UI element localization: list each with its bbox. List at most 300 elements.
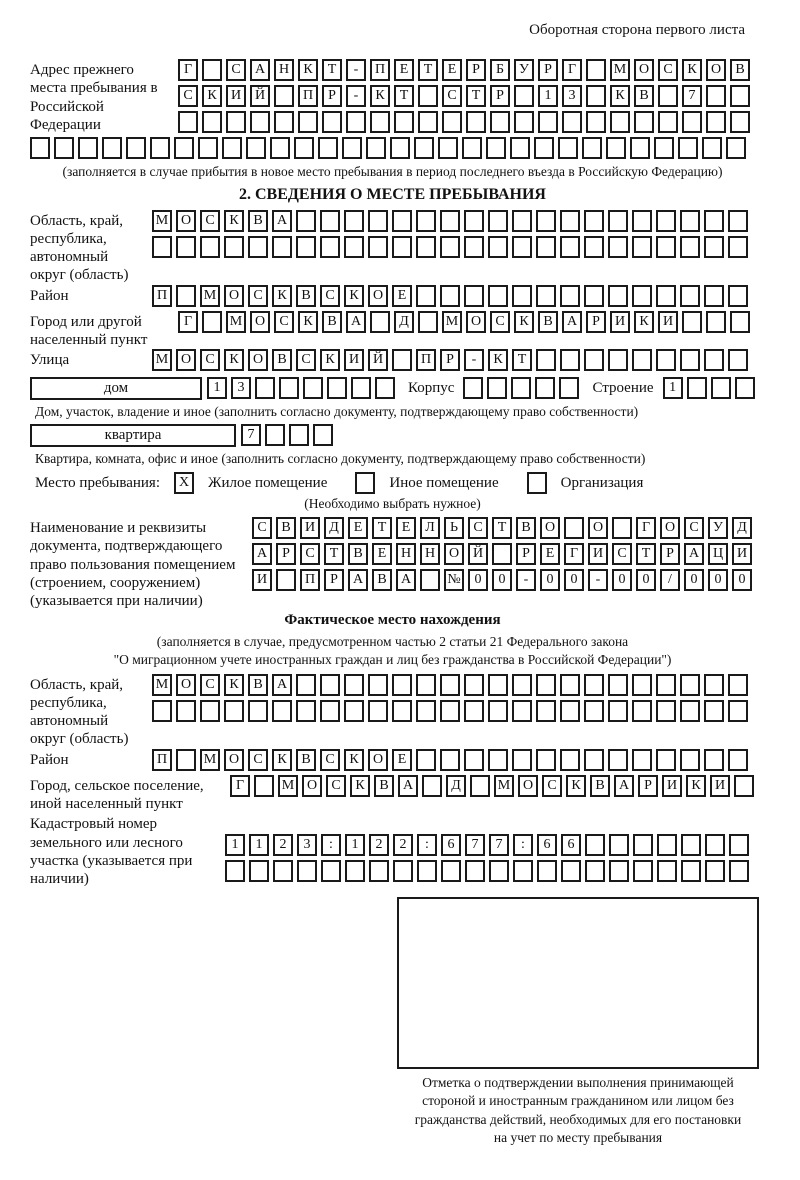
char-box[interactable] <box>198 137 218 159</box>
char-box[interactable]: С <box>684 517 704 539</box>
char-box[interactable]: И <box>710 775 730 797</box>
char-box[interactable] <box>728 700 748 722</box>
char-box[interactable] <box>585 860 605 882</box>
char-box[interactable]: С <box>248 285 268 307</box>
char-box[interactable] <box>265 424 285 446</box>
char-box[interactable] <box>632 700 652 722</box>
char-box[interactable] <box>728 210 748 232</box>
char-box[interactable]: С <box>468 517 488 539</box>
char-box[interactable] <box>514 111 534 133</box>
char-box[interactable]: Т <box>372 517 392 539</box>
char-box[interactable]: : <box>513 834 533 856</box>
char-box[interactable] <box>608 236 628 258</box>
char-box[interactable]: Г <box>562 59 582 81</box>
char-box[interactable]: Н <box>274 59 294 81</box>
char-box[interactable] <box>656 210 676 232</box>
char-box[interactable] <box>704 674 724 696</box>
char-box[interactable] <box>728 285 748 307</box>
char-box[interactable] <box>202 311 222 333</box>
char-box[interactable] <box>728 674 748 696</box>
char-box[interactable] <box>442 111 462 133</box>
char-box[interactable]: Ц <box>708 543 728 565</box>
char-box[interactable]: Р <box>638 775 658 797</box>
char-box[interactable]: К <box>224 674 244 696</box>
char-box[interactable] <box>255 377 275 399</box>
char-box[interactable] <box>608 749 628 771</box>
char-box[interactable] <box>351 377 371 399</box>
char-box[interactable] <box>687 377 707 399</box>
char-box[interactable] <box>511 377 531 399</box>
char-box[interactable] <box>564 517 584 539</box>
char-box[interactable]: Р <box>276 543 296 565</box>
char-box[interactable] <box>346 111 366 133</box>
char-box[interactable] <box>512 749 532 771</box>
char-box[interactable] <box>370 111 390 133</box>
char-box[interactable]: А <box>250 59 270 81</box>
char-box[interactable] <box>734 775 754 797</box>
char-box[interactable] <box>250 111 270 133</box>
char-box[interactable]: О <box>466 311 486 333</box>
char-box[interactable] <box>176 749 196 771</box>
char-box[interactable] <box>584 210 604 232</box>
char-box[interactable] <box>355 472 375 494</box>
char-box[interactable]: А <box>272 210 292 232</box>
char-box[interactable] <box>30 137 50 159</box>
char-box[interactable]: В <box>372 569 392 591</box>
char-box[interactable] <box>489 860 509 882</box>
char-box[interactable] <box>303 377 323 399</box>
char-box[interactable] <box>705 834 725 856</box>
char-box[interactable] <box>224 236 244 258</box>
char-box[interactable] <box>322 111 342 133</box>
char-box[interactable] <box>681 834 701 856</box>
char-box[interactable] <box>320 236 340 258</box>
char-box[interactable]: К <box>634 311 654 333</box>
char-box[interactable] <box>152 700 172 722</box>
char-box[interactable] <box>678 137 698 159</box>
char-box[interactable]: 2 <box>369 834 389 856</box>
char-box[interactable]: К <box>682 59 702 81</box>
char-box[interactable] <box>392 700 412 722</box>
char-box[interactable] <box>680 700 700 722</box>
char-box[interactable] <box>536 285 556 307</box>
char-box[interactable] <box>440 236 460 258</box>
char-box[interactable] <box>320 210 340 232</box>
char-box[interactable] <box>370 311 390 333</box>
char-box[interactable] <box>488 285 508 307</box>
char-box[interactable]: К <box>272 285 292 307</box>
char-box[interactable]: С <box>320 749 340 771</box>
char-box[interactable]: К <box>224 349 244 371</box>
char-box[interactable] <box>152 236 172 258</box>
char-box[interactable] <box>420 569 440 591</box>
char-box[interactable] <box>200 236 220 258</box>
char-box[interactable] <box>728 236 748 258</box>
char-box[interactable]: О <box>176 349 196 371</box>
char-box[interactable] <box>735 377 755 399</box>
char-box[interactable]: 7 <box>489 834 509 856</box>
char-box[interactable]: С <box>248 749 268 771</box>
char-box[interactable]: 1 <box>249 834 269 856</box>
char-box[interactable] <box>392 674 412 696</box>
char-box[interactable]: В <box>322 311 342 333</box>
char-box[interactable] <box>654 137 674 159</box>
char-box[interactable] <box>514 85 534 107</box>
char-box[interactable] <box>510 137 530 159</box>
char-box[interactable] <box>462 137 482 159</box>
char-box[interactable]: А <box>346 311 366 333</box>
char-box[interactable]: К <box>344 749 364 771</box>
char-box[interactable] <box>536 349 556 371</box>
char-box[interactable]: О <box>588 517 608 539</box>
char-box[interactable] <box>534 137 554 159</box>
char-box[interactable] <box>279 377 299 399</box>
char-box[interactable] <box>368 674 388 696</box>
char-box[interactable] <box>584 285 604 307</box>
char-box[interactable]: А <box>562 311 582 333</box>
char-box[interactable] <box>418 111 438 133</box>
char-box[interactable]: С <box>658 59 678 81</box>
char-box[interactable]: Д <box>394 311 414 333</box>
char-box[interactable]: - <box>588 569 608 591</box>
char-box[interactable]: В <box>248 210 268 232</box>
char-box[interactable]: 7 <box>465 834 485 856</box>
char-box[interactable]: О <box>634 59 654 81</box>
char-box[interactable]: К <box>320 349 340 371</box>
char-box[interactable] <box>320 700 340 722</box>
char-box[interactable]: Е <box>348 517 368 539</box>
char-box[interactable]: 0 <box>732 569 752 591</box>
char-box[interactable]: В <box>634 85 654 107</box>
char-box[interactable]: Т <box>636 543 656 565</box>
char-box[interactable] <box>222 137 242 159</box>
char-box[interactable]: И <box>300 517 320 539</box>
char-box[interactable]: М <box>152 674 172 696</box>
char-box[interactable] <box>632 674 652 696</box>
char-box[interactable]: Р <box>490 85 510 107</box>
char-box[interactable] <box>584 674 604 696</box>
char-box[interactable] <box>416 210 436 232</box>
char-box[interactable] <box>368 236 388 258</box>
char-box[interactable]: М <box>226 311 246 333</box>
char-box[interactable]: Т <box>322 59 342 81</box>
char-box[interactable] <box>560 349 580 371</box>
char-box[interactable] <box>470 775 490 797</box>
char-box[interactable]: 1 <box>663 377 683 399</box>
char-box[interactable] <box>368 210 388 232</box>
char-box[interactable]: Д <box>732 517 752 539</box>
char-box[interactable] <box>246 137 266 159</box>
char-box[interactable] <box>440 749 460 771</box>
char-box[interactable] <box>632 210 652 232</box>
char-box[interactable]: : <box>417 834 437 856</box>
char-box[interactable]: И <box>252 569 272 591</box>
char-box[interactable] <box>536 236 556 258</box>
char-box[interactable]: О <box>176 674 196 696</box>
char-box[interactable]: К <box>350 775 370 797</box>
char-box[interactable]: В <box>374 775 394 797</box>
char-box[interactable] <box>538 111 558 133</box>
char-box[interactable] <box>656 749 676 771</box>
char-box[interactable] <box>327 377 347 399</box>
char-box[interactable]: Т <box>394 85 414 107</box>
char-box[interactable] <box>656 285 676 307</box>
char-box[interactable] <box>224 700 244 722</box>
char-box[interactable]: К <box>566 775 586 797</box>
char-box[interactable]: Е <box>372 543 392 565</box>
char-box[interactable]: К <box>610 85 630 107</box>
char-box[interactable] <box>176 700 196 722</box>
char-box[interactable]: Р <box>660 543 680 565</box>
char-box[interactable]: К <box>686 775 706 797</box>
char-box[interactable]: П <box>370 59 390 81</box>
char-box[interactable] <box>464 749 484 771</box>
char-box[interactable] <box>150 137 170 159</box>
char-box[interactable] <box>632 349 652 371</box>
char-box[interactable]: С <box>226 59 246 81</box>
char-box[interactable]: С <box>300 543 320 565</box>
char-box[interactable]: - <box>346 59 366 81</box>
char-box[interactable] <box>394 111 414 133</box>
char-box[interactable] <box>320 674 340 696</box>
char-box[interactable]: Р <box>516 543 536 565</box>
char-box[interactable] <box>369 860 389 882</box>
char-box[interactable] <box>584 236 604 258</box>
char-box[interactable] <box>440 210 460 232</box>
char-box[interactable]: Р <box>324 569 344 591</box>
char-box[interactable] <box>296 700 316 722</box>
char-box[interactable]: У <box>514 59 534 81</box>
char-box[interactable]: И <box>344 349 364 371</box>
char-box[interactable] <box>657 860 677 882</box>
char-box[interactable]: С <box>200 674 220 696</box>
char-box[interactable]: О <box>176 210 196 232</box>
char-box[interactable] <box>702 137 722 159</box>
char-box[interactable] <box>535 377 555 399</box>
char-box[interactable]: Т <box>418 59 438 81</box>
char-box[interactable] <box>730 111 750 133</box>
char-box[interactable] <box>612 517 632 539</box>
char-box[interactable]: В <box>516 517 536 539</box>
char-box[interactable] <box>560 749 580 771</box>
char-box[interactable] <box>392 349 412 371</box>
char-box[interactable] <box>464 674 484 696</box>
char-box[interactable] <box>630 137 650 159</box>
char-box[interactable]: 0 <box>492 569 512 591</box>
char-box[interactable] <box>513 860 533 882</box>
char-box[interactable] <box>682 111 702 133</box>
char-box[interactable] <box>465 860 485 882</box>
char-box[interactable]: С <box>296 349 316 371</box>
char-box[interactable] <box>342 137 362 159</box>
char-box[interactable]: Р <box>322 85 342 107</box>
char-box[interactable]: К <box>344 285 364 307</box>
char-box[interactable]: 1 <box>538 85 558 107</box>
char-box[interactable]: Й <box>468 543 488 565</box>
char-box[interactable] <box>704 285 724 307</box>
char-box[interactable] <box>272 700 292 722</box>
char-box[interactable] <box>706 85 726 107</box>
char-box[interactable] <box>176 236 196 258</box>
char-box[interactable] <box>729 834 749 856</box>
char-box[interactable]: И <box>732 543 752 565</box>
char-box[interactable]: Н <box>420 543 440 565</box>
char-box[interactable] <box>704 236 724 258</box>
char-box[interactable] <box>730 311 750 333</box>
char-box[interactable] <box>298 111 318 133</box>
char-box[interactable] <box>560 236 580 258</box>
char-box[interactable]: 6 <box>537 834 557 856</box>
char-box[interactable] <box>464 700 484 722</box>
char-box[interactable]: М <box>494 775 514 797</box>
char-box[interactable]: Ь <box>444 517 464 539</box>
char-box[interactable]: 2 <box>393 834 413 856</box>
char-box[interactable]: 3 <box>231 377 251 399</box>
char-box[interactable] <box>417 860 437 882</box>
char-box[interactable]: И <box>662 775 682 797</box>
char-box[interactable] <box>254 775 274 797</box>
char-box[interactable]: Р <box>440 349 460 371</box>
char-box[interactable] <box>536 749 556 771</box>
char-box[interactable]: О <box>302 775 322 797</box>
char-box[interactable]: С <box>612 543 632 565</box>
char-box[interactable] <box>344 674 364 696</box>
char-box[interactable] <box>344 210 364 232</box>
char-box[interactable]: В <box>296 285 316 307</box>
char-box[interactable]: Г <box>230 775 250 797</box>
char-box[interactable] <box>393 860 413 882</box>
char-box[interactable] <box>463 377 483 399</box>
char-box[interactable]: Е <box>540 543 560 565</box>
char-box[interactable]: С <box>320 285 340 307</box>
char-box[interactable] <box>558 137 578 159</box>
char-box[interactable] <box>176 285 196 307</box>
char-box[interactable]: Р <box>466 59 486 81</box>
char-box[interactable]: Р <box>538 59 558 81</box>
char-box[interactable]: - <box>346 85 366 107</box>
char-box[interactable]: О <box>368 749 388 771</box>
char-box[interactable] <box>248 236 268 258</box>
char-box[interactable] <box>608 674 628 696</box>
char-box[interactable]: В <box>730 59 750 81</box>
char-box[interactable] <box>586 111 606 133</box>
char-box[interactable]: Г <box>178 59 198 81</box>
char-box[interactable] <box>582 137 602 159</box>
char-box[interactable]: М <box>610 59 630 81</box>
char-box[interactable] <box>318 137 338 159</box>
char-box[interactable] <box>562 111 582 133</box>
char-box[interactable]: В <box>590 775 610 797</box>
char-box[interactable] <box>681 860 701 882</box>
char-box[interactable] <box>584 349 604 371</box>
checkbox-organizatsiya[interactable] <box>527 472 551 494</box>
char-box[interactable]: Е <box>392 285 412 307</box>
char-box[interactable] <box>313 424 333 446</box>
char-box[interactable] <box>274 85 294 107</box>
char-box[interactable] <box>487 377 507 399</box>
char-box[interactable]: К <box>488 349 508 371</box>
char-box[interactable]: С <box>178 85 198 107</box>
char-box[interactable]: М <box>278 775 298 797</box>
char-box[interactable] <box>680 349 700 371</box>
char-box[interactable] <box>585 834 605 856</box>
char-box[interactable]: 0 <box>684 569 704 591</box>
char-box[interactable] <box>225 860 245 882</box>
char-box[interactable] <box>680 236 700 258</box>
char-box[interactable] <box>416 236 436 258</box>
char-box[interactable]: 3 <box>297 834 317 856</box>
char-box[interactable]: Г <box>636 517 656 539</box>
char-box[interactable]: В <box>276 517 296 539</box>
char-box[interactable]: X <box>174 472 194 494</box>
char-box[interactable]: С <box>442 85 462 107</box>
char-box[interactable] <box>560 285 580 307</box>
char-box[interactable]: К <box>202 85 222 107</box>
char-box[interactable] <box>682 311 702 333</box>
char-box[interactable] <box>416 700 436 722</box>
char-box[interactable] <box>608 210 628 232</box>
char-box[interactable] <box>486 137 506 159</box>
char-box[interactable]: М <box>152 349 172 371</box>
char-box[interactable] <box>561 860 581 882</box>
char-box[interactable]: К <box>514 311 534 333</box>
char-box[interactable] <box>608 700 628 722</box>
char-box[interactable]: Т <box>512 349 532 371</box>
char-box[interactable]: В <box>348 543 368 565</box>
char-box[interactable] <box>512 236 532 258</box>
char-box[interactable]: П <box>152 285 172 307</box>
char-box[interactable] <box>226 111 246 133</box>
char-box[interactable]: П <box>152 749 172 771</box>
char-box[interactable] <box>202 111 222 133</box>
char-box[interactable]: Й <box>368 349 388 371</box>
char-box[interactable]: : <box>321 834 341 856</box>
char-box[interactable] <box>392 210 412 232</box>
char-box[interactable]: О <box>540 517 560 539</box>
char-box[interactable] <box>490 111 510 133</box>
char-box[interactable] <box>344 700 364 722</box>
char-box[interactable] <box>632 236 652 258</box>
char-box[interactable] <box>390 137 410 159</box>
char-box[interactable] <box>366 137 386 159</box>
char-box[interactable]: С <box>200 349 220 371</box>
char-box[interactable]: В <box>272 349 292 371</box>
char-box[interactable]: О <box>706 59 726 81</box>
char-box[interactable] <box>414 137 434 159</box>
char-box[interactable] <box>560 700 580 722</box>
char-box[interactable] <box>126 137 146 159</box>
char-box[interactable] <box>656 349 676 371</box>
char-box[interactable]: М <box>152 210 172 232</box>
char-box[interactable]: - <box>464 349 484 371</box>
char-box[interactable]: С <box>200 210 220 232</box>
char-box[interactable] <box>658 111 678 133</box>
char-box[interactable] <box>608 349 628 371</box>
char-box[interactable] <box>656 674 676 696</box>
char-box[interactable]: О <box>224 285 244 307</box>
char-box[interactable] <box>289 424 309 446</box>
char-box[interactable] <box>536 674 556 696</box>
char-box[interactable]: Л <box>420 517 440 539</box>
char-box[interactable]: № <box>444 569 464 591</box>
char-box[interactable]: П <box>416 349 436 371</box>
char-box[interactable] <box>560 674 580 696</box>
char-box[interactable] <box>368 700 388 722</box>
char-box[interactable] <box>492 543 512 565</box>
char-box[interactable] <box>512 674 532 696</box>
char-box[interactable]: 0 <box>564 569 584 591</box>
char-box[interactable]: Т <box>324 543 344 565</box>
